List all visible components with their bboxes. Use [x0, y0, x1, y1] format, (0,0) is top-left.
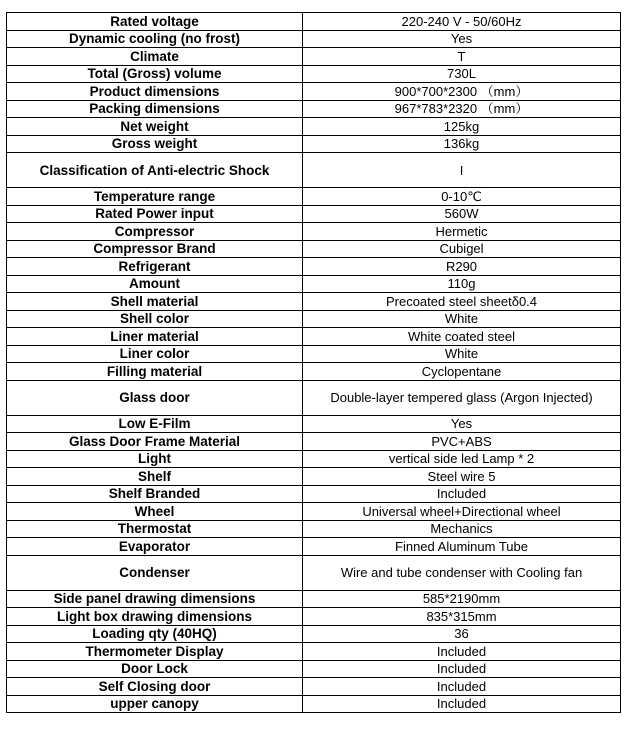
table-row	[7, 258, 621, 276]
spec-key: Rated Power input	[7, 205, 303, 223]
table-row	[7, 415, 621, 433]
spec-key: Liner color	[7, 345, 303, 363]
table-row	[7, 503, 621, 521]
spec-key: Self Closing door	[7, 678, 303, 696]
table-row	[7, 188, 621, 206]
spec-key: Dynamic cooling (no frost)	[7, 30, 303, 48]
table-row	[7, 240, 621, 258]
spec-key: Loading qty (40HQ)	[7, 625, 303, 643]
spec-value: Steel wire 5	[303, 468, 621, 486]
spec-table-body	[7, 13, 621, 713]
spec-key: Wheel	[7, 503, 303, 521]
table-row	[7, 520, 621, 538]
spec-value: Included	[303, 643, 621, 661]
table-row	[7, 65, 621, 83]
spec-key: Packing dimensions	[7, 100, 303, 118]
table-row	[7, 678, 621, 696]
table-row	[7, 450, 621, 468]
spec-table	[6, 12, 621, 713]
spec-key: Glass Door Frame Material	[7, 433, 303, 451]
spec-key: Product dimensions	[7, 83, 303, 101]
spec-key: upper canopy	[7, 695, 303, 713]
spec-value: 36	[303, 625, 621, 643]
spec-value: Finned Aluminum Tube	[303, 538, 621, 556]
spec-key: Thermostat	[7, 520, 303, 538]
table-row	[7, 48, 621, 66]
table-row	[7, 153, 621, 188]
spec-key: Liner material	[7, 328, 303, 346]
spec-key: Condenser	[7, 555, 303, 590]
spec-value: 900*700*2300 （mm）	[303, 83, 621, 101]
table-row	[7, 485, 621, 503]
spec-value: Included	[303, 678, 621, 696]
spec-key: Evaporator	[7, 538, 303, 556]
spec-value: Precoated steel sheetδ0.4	[303, 293, 621, 311]
table-row	[7, 590, 621, 608]
table-row	[7, 625, 621, 643]
spec-value: Included	[303, 485, 621, 503]
spec-value: 220-240 V - 50/60Hz	[303, 13, 621, 31]
spec-key: Temperature range	[7, 188, 303, 206]
spec-value: Cubigel	[303, 240, 621, 258]
spec-value: White coated steel	[303, 328, 621, 346]
spec-value: T	[303, 48, 621, 66]
table-row	[7, 643, 621, 661]
spec-value: Universal wheel+Directional wheel	[303, 503, 621, 521]
table-row	[7, 83, 621, 101]
spec-value: 560W	[303, 205, 621, 223]
spec-value: R290	[303, 258, 621, 276]
spec-value: Yes	[303, 415, 621, 433]
spec-value: 835*315mm	[303, 608, 621, 626]
spec-value: Mechanics	[303, 520, 621, 538]
spec-value: vertical side led Lamp * 2	[303, 450, 621, 468]
spec-key: Door Lock	[7, 660, 303, 678]
spec-value: PVC+ABS	[303, 433, 621, 451]
table-row	[7, 433, 621, 451]
spec-value: Included	[303, 660, 621, 678]
spec-key: Amount	[7, 275, 303, 293]
spec-key: Light	[7, 450, 303, 468]
table-row	[7, 345, 621, 363]
table-row	[7, 275, 621, 293]
spec-value: 110g	[303, 275, 621, 293]
spec-key: Rated voltage	[7, 13, 303, 31]
spec-value: 125kg	[303, 118, 621, 136]
table-row	[7, 30, 621, 48]
table-row	[7, 695, 621, 713]
spec-value: 136kg	[303, 135, 621, 153]
spec-key: Classification of Anti-electric Shock	[7, 153, 303, 188]
table-row	[7, 293, 621, 311]
spec-key: Shelf	[7, 468, 303, 486]
spec-value: 730L	[303, 65, 621, 83]
spec-key: Gross weight	[7, 135, 303, 153]
spec-value: 0-10℃	[303, 188, 621, 206]
spec-key: Climate	[7, 48, 303, 66]
spec-value: I	[303, 153, 621, 188]
table-row	[7, 363, 621, 381]
table-row	[7, 100, 621, 118]
spec-value: White	[303, 310, 621, 328]
spec-key: Compressor	[7, 223, 303, 241]
table-row	[7, 468, 621, 486]
spec-key: Shell material	[7, 293, 303, 311]
spec-key: Total (Gross) volume	[7, 65, 303, 83]
spec-key: Glass door	[7, 380, 303, 415]
table-row	[7, 328, 621, 346]
table-row	[7, 223, 621, 241]
spec-key: Net weight	[7, 118, 303, 136]
table-row	[7, 660, 621, 678]
spec-value: White	[303, 345, 621, 363]
spec-value: Hermetic	[303, 223, 621, 241]
table-row	[7, 135, 621, 153]
table-row	[7, 380, 621, 415]
table-row	[7, 118, 621, 136]
spec-key: Side panel drawing dimensions	[7, 590, 303, 608]
spec-key: Filling material	[7, 363, 303, 381]
spec-value: Yes	[303, 30, 621, 48]
spec-key: Compressor Brand	[7, 240, 303, 258]
table-row	[7, 205, 621, 223]
spec-value: Cyclopentane	[303, 363, 621, 381]
spec-value: Double-layer tempered glass (Argon Injected)	[303, 380, 621, 415]
spec-value: Included	[303, 695, 621, 713]
spec-key: Shelf Branded	[7, 485, 303, 503]
spec-key: Refrigerant	[7, 258, 303, 276]
table-row	[7, 13, 621, 31]
table-row	[7, 310, 621, 328]
spec-key: Shell color	[7, 310, 303, 328]
spec-key: Thermometer Display	[7, 643, 303, 661]
spec-value: Wire and tube condenser with Cooling fan	[303, 555, 621, 590]
spec-key: Low E-Film	[7, 415, 303, 433]
table-row	[7, 555, 621, 590]
table-row	[7, 608, 621, 626]
spec-value: 967*783*2320 （mm）	[303, 100, 621, 118]
table-row	[7, 538, 621, 556]
spec-key: Light box drawing dimensions	[7, 608, 303, 626]
spec-value: 585*2190mm	[303, 590, 621, 608]
